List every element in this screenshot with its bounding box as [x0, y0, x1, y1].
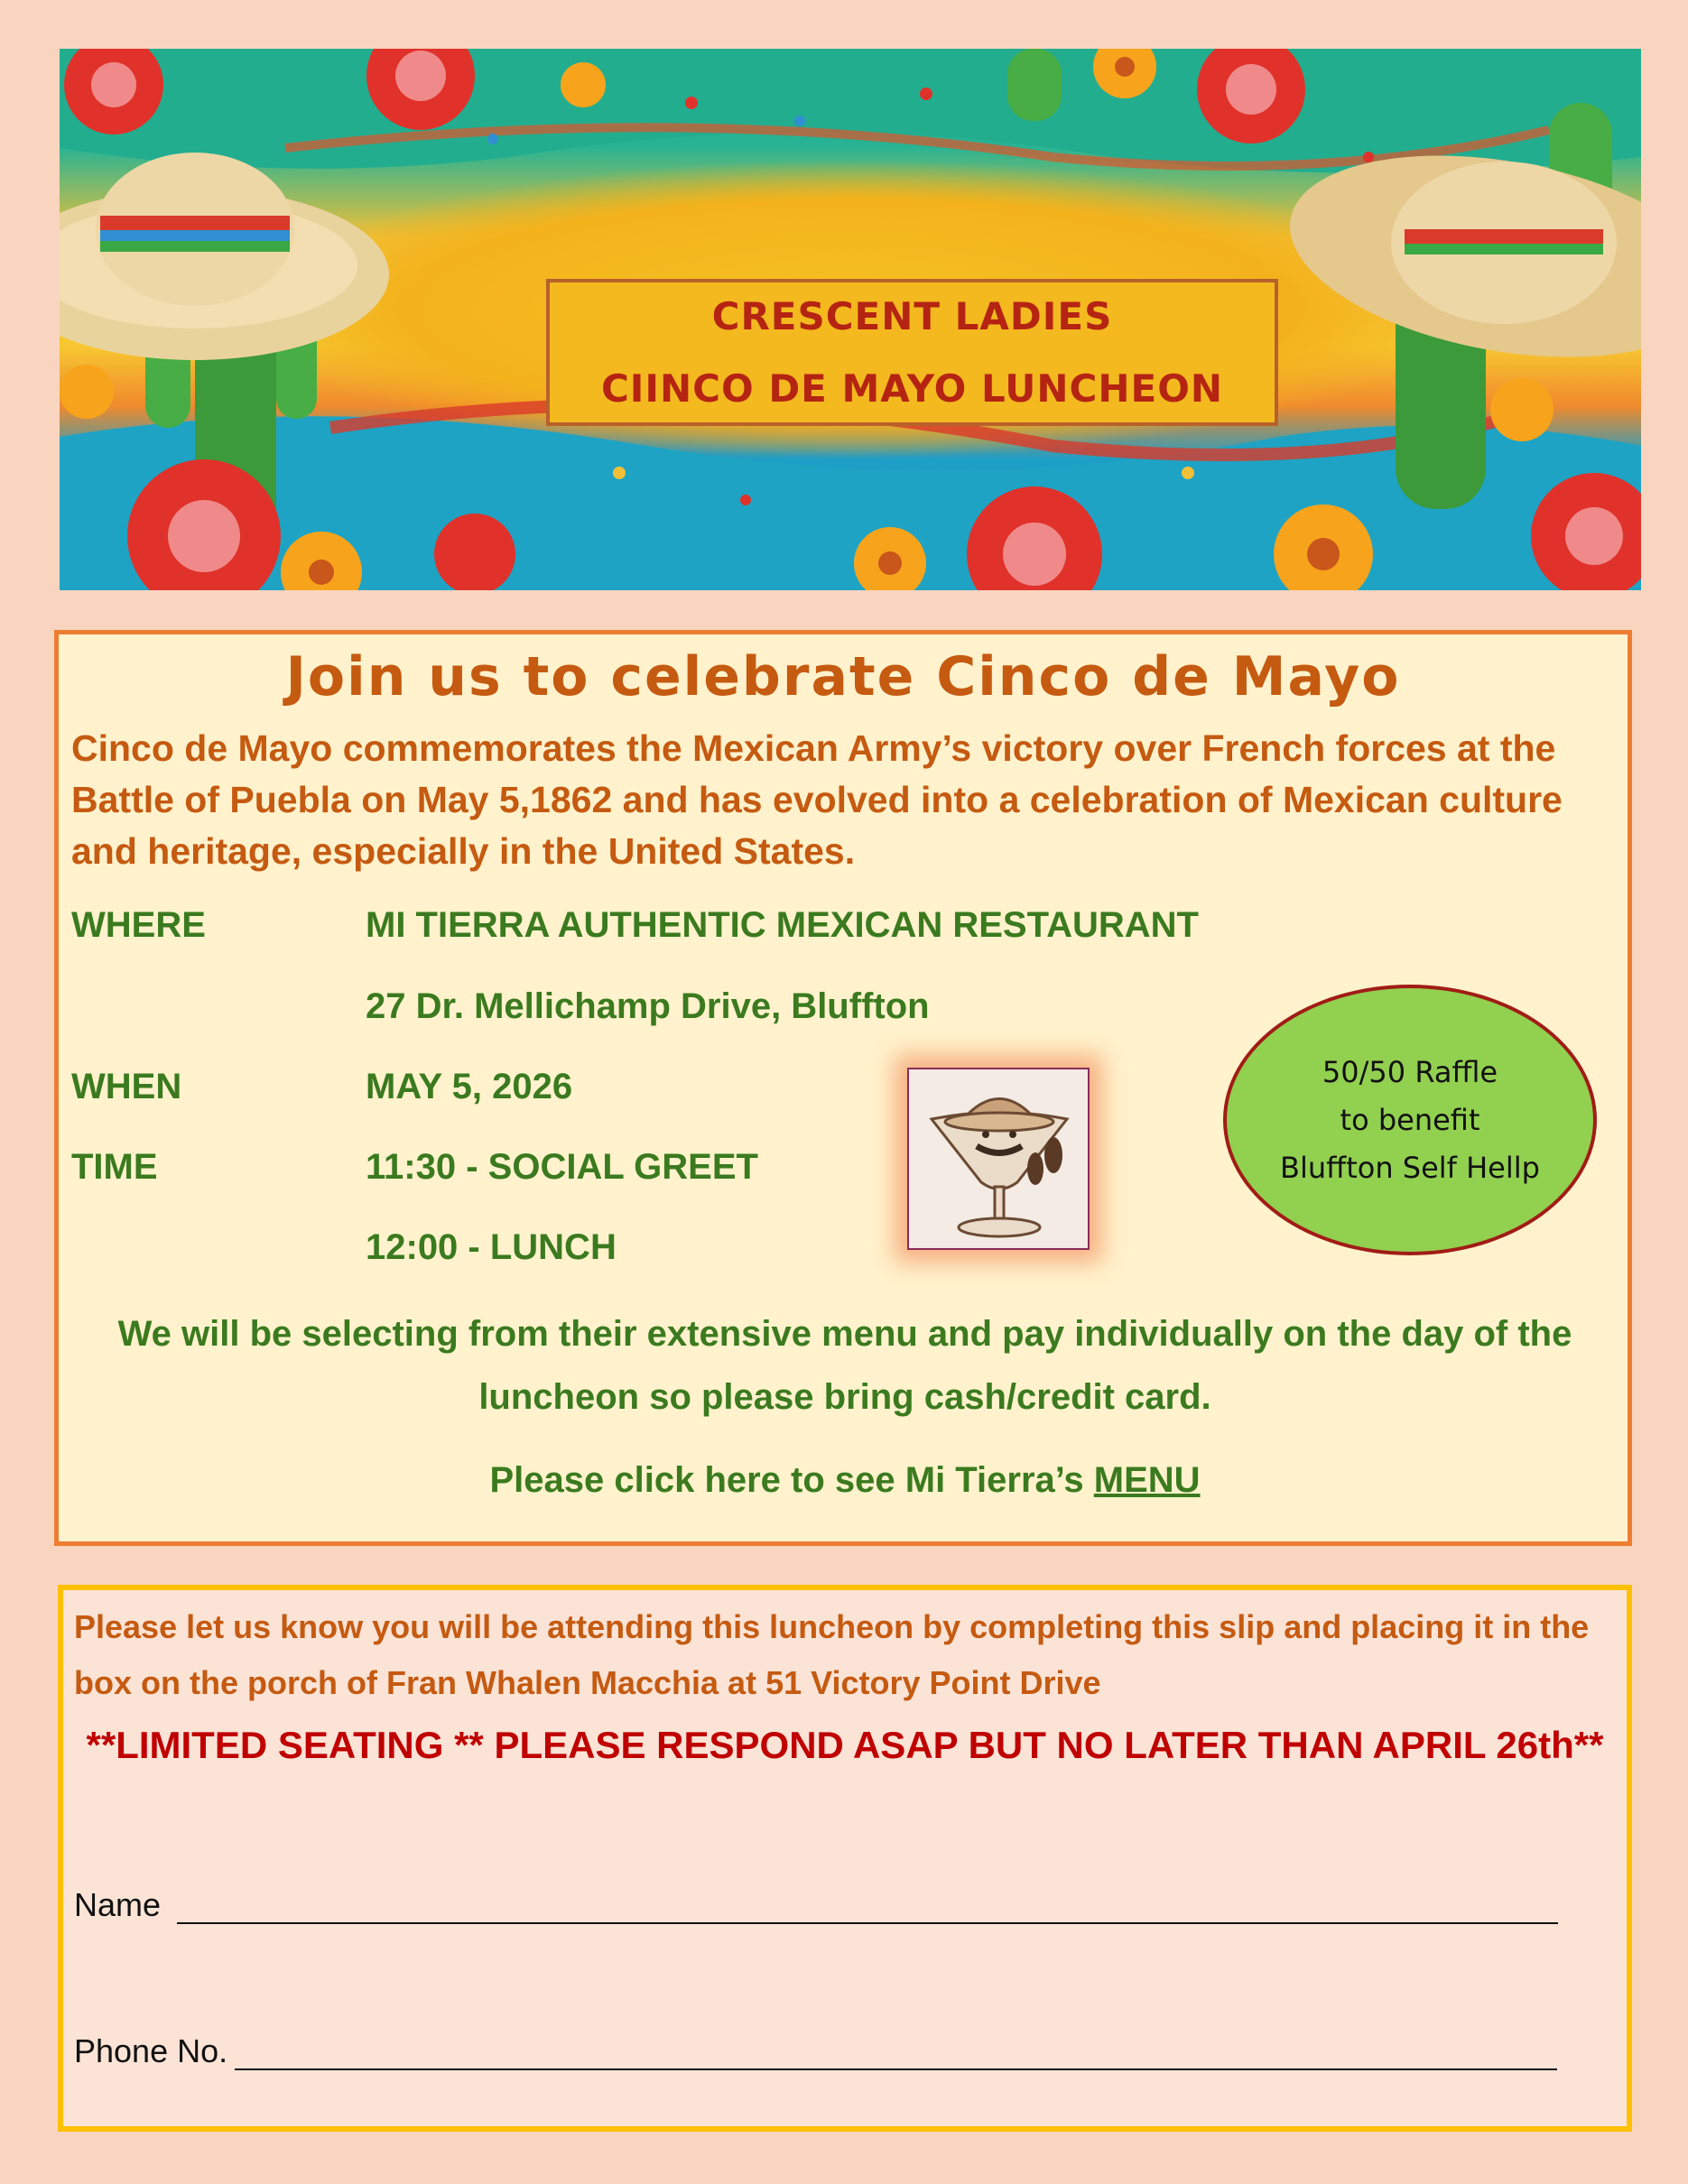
margarita-icon: [909, 1069, 1088, 1248]
rsvp-slip: [58, 1585, 1632, 2132]
name-field-row: [74, 1886, 1558, 1924]
time-value-social: 11:30 - SOCIAL GREET: [366, 1147, 758, 1187]
where-value: MI TIERRA AUTHENTIC MEXICAN RESTAURANT: [366, 905, 1199, 945]
when-value: MAY 5, 2026: [366, 1067, 573, 1106]
when-label: WHEN: [71, 1067, 182, 1106]
banner-title-box: [546, 279, 1278, 426]
banner-title-line2: CIINCO DE MAYO LUNCHEON: [600, 366, 1224, 411]
raffle-badge: [1223, 985, 1597, 1255]
raffle-line2: to benefit: [1340, 1102, 1480, 1137]
phone-label: Phone No.: [74, 2032, 228, 2069]
menu-line: [71, 1448, 1618, 1512]
menu-prefix: Please click here to see Mi Tierra’s: [489, 1460, 1094, 1500]
address-value: 27 Dr. Mellichamp Drive, Bluffton: [366, 986, 930, 1026]
limited-seating-notice: **LIMITED SEATING ** PLEASE RESPOND ASAP BUT NO LATER THAN APRIL 26th**: [86, 1724, 1604, 1766]
payment-note: We will be selecting from their extensive menu and pay individually on the day of the luncheon so please bring cash/credit card.: [117, 1314, 1572, 1417]
menu-link[interactable]: MENU: [1093, 1460, 1201, 1500]
banner-title-line1: CRESCENT LADIES: [711, 293, 1113, 338]
phone-field[interactable]: [235, 2038, 1557, 2070]
intro-paragraph: Cinco de Mayo commemorates the Mexican Army’s victory over French forces at the Battle of Puebla on May 5,1862 and has evolved into a celebration of Mexican culture and heritage, especially in the United States.: [71, 727, 1563, 872]
name-label: Name: [74, 1886, 162, 1923]
raffle-line3: Bluffton Self Hellp: [1280, 1150, 1540, 1185]
time-label: TIME: [71, 1147, 158, 1187]
phone-field-row: [74, 2032, 1557, 2070]
page-heading: Join us to celebrate Cinco de Mayo: [285, 645, 1401, 708]
header-banner: [60, 49, 1641, 590]
rsvp-instructions: Please let us know you will be attending this luncheon by completing this slip and placing it in the box on the porch of Fran Whalen Macchia at 51 Victory Point Drive: [74, 1608, 1590, 1701]
time-value-lunch: 12:00 - LUNCH: [366, 1227, 617, 1267]
name-field[interactable]: [177, 1892, 1558, 1924]
raffle-line1: 50/50 Raffle: [1322, 1054, 1498, 1089]
where-label: WHERE: [71, 905, 206, 945]
margarita-sombrero-image: [907, 1068, 1090, 1250]
event-details-box: [54, 630, 1632, 1546]
